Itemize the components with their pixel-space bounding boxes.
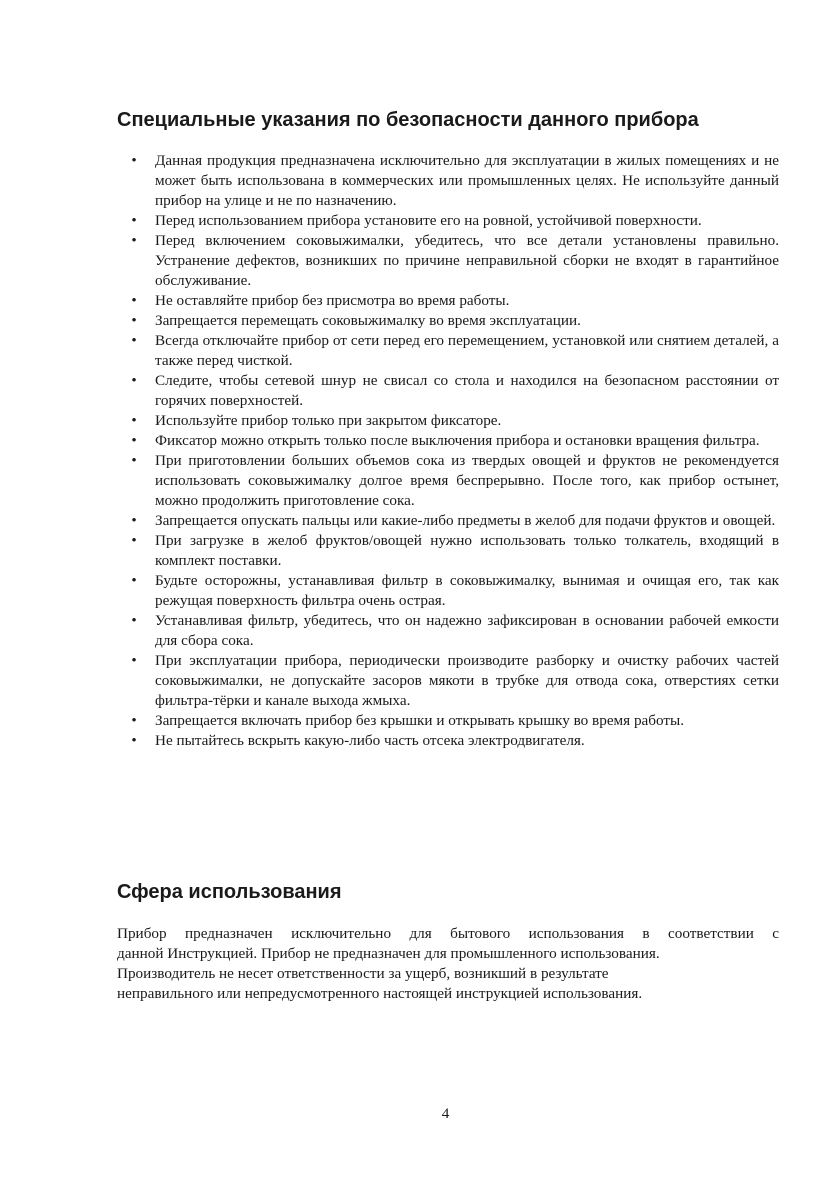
list-item-text: При приготовлении больших объемов сока из твердых овощей и фруктов не рекомендуется использовать соковыжималку долгое время беспрерывно. После того, как прибор остынет, можно продолжить приготовление сока. xyxy=(155,452,779,509)
list-item-text: Запрещается включать прибор без крышки и открывать крышку во время работы. xyxy=(155,712,685,729)
bullet-icon: • xyxy=(131,612,137,629)
bullet-icon: • xyxy=(131,452,137,469)
list-item xyxy=(117,511,779,531)
list-item xyxy=(117,231,779,291)
list-item-text: Будьте осторожны, устанавливая фильтр в соковыжималку, вынимая и очищая его, так как режущая поверхность фильтра очень острая. xyxy=(155,572,779,609)
bullet-icon: • xyxy=(131,372,137,389)
list-item-text: Не оставляйте прибор без присмотра во время работы. xyxy=(155,292,510,309)
list-item xyxy=(117,151,779,211)
bullet-icon: • xyxy=(131,732,137,749)
list-item xyxy=(117,331,779,371)
list-item-text: Устанавливая фильтр, убедитесь, что он надежно зафиксирован в основании рабочей емкости для сбора сока. xyxy=(155,612,779,649)
list-item-text: Данная продукция предназначена исключительно для эксплуатации в жилых помещениях и не может быть использована в коммерческих или промышленных целях. Не используйте данный прибор на улице и не по назначению. xyxy=(155,152,779,209)
bullet-icon: • xyxy=(131,152,137,169)
list-item xyxy=(117,451,779,511)
list-item xyxy=(117,291,779,311)
usage-heading: Сфера использования xyxy=(117,881,342,903)
bullet-icon: • xyxy=(131,412,137,429)
list-item-text: Всегда отключайте прибор от сети перед его перемещением, установкой или снятием деталей, а также перед чисткой. xyxy=(155,332,779,369)
list-item xyxy=(117,531,779,571)
list-item xyxy=(117,711,779,731)
bullet-icon: • xyxy=(131,532,137,549)
list-item-text: Используйте прибор только при закрытом фиксаторе. xyxy=(155,412,502,429)
list-item-text: При загрузке в желоб фруктов/овощей нужно использовать только толкатель, входящий в комплект поставки. xyxy=(155,532,779,569)
list-item xyxy=(117,731,779,751)
list-item-text: Не пытайтесь вскрыть какую-либо часть отсека электродвигателя. xyxy=(155,732,585,749)
bullet-icon: • xyxy=(131,572,137,589)
usage-line: Прибор предназначен исключительно для бытового использования в соответствии с xyxy=(117,925,779,942)
bullet-icon: • xyxy=(131,712,137,729)
list-item-text: Фиксатор можно открыть только после выключения прибора и остановки вращения фильтра. xyxy=(155,432,760,449)
list-item xyxy=(117,431,779,451)
bullet-icon: • xyxy=(131,312,137,329)
usage-line: данной Инструкцией. Прибор не предназначен для промышленного использования. xyxy=(117,945,660,962)
list-item-text: Следите, чтобы сетевой шнур не свисал со стола и находился на безопасном расстоянии от горячих поверхностей. xyxy=(155,372,779,409)
list-item-text: Запрещается перемещать соковыжималку во время эксплуатации. xyxy=(155,312,581,329)
list-item-text: Перед включением соковыжималки, убедитесь, что все детали установлены правильно. Устранение дефектов, возникших по причине неправильной сборки не входят в гарантийное обслуживание. xyxy=(155,232,779,289)
bullet-icon: • xyxy=(131,212,137,229)
page-number: 4 xyxy=(441,1105,450,1122)
usage-paragraph xyxy=(117,924,779,1004)
usage-line: Производитель не несет ответственности за ущерб, возникший в результате xyxy=(117,965,609,982)
list-item xyxy=(117,311,779,331)
list-item xyxy=(117,571,779,611)
bullet-icon: • xyxy=(131,332,137,349)
bullet-icon: • xyxy=(131,512,137,529)
safety-heading: Специальные указания по безопасности данного прибора xyxy=(117,109,699,131)
bullet-icon: • xyxy=(131,292,137,309)
list-item xyxy=(117,611,779,651)
list-item xyxy=(117,211,779,231)
bullet-icon: • xyxy=(131,432,137,449)
list-item-text: Запрещается опускать пальцы или какие-либо предметы в желоб для подачи фруктов и овощей. xyxy=(155,512,776,529)
safety-list xyxy=(117,151,779,751)
list-item-text: Перед использованием прибора установите его на ровной, устойчивой поверхности. xyxy=(155,212,702,229)
usage-line: неправильного или непредусмотренного настоящей инструкцией использования. xyxy=(117,985,643,1002)
list-item xyxy=(117,411,779,431)
list-item-text: При эксплуатации прибора, периодически производите разборку и очистку рабочих частей соковыжималки, не допускайте засоров мякоти в трубке для отвода сока, отверстиях сетки фильтра-тёрки и канале выхода жмыха. xyxy=(155,652,779,709)
bullet-icon: • xyxy=(131,232,137,249)
bullet-icon: • xyxy=(131,652,137,669)
list-item xyxy=(117,651,779,711)
list-item xyxy=(117,371,779,411)
